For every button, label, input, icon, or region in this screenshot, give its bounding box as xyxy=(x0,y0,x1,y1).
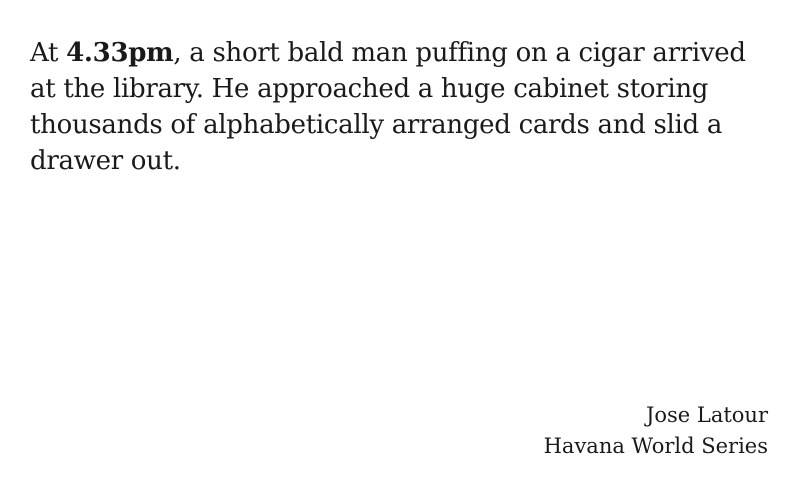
quote-time: 4.33pm xyxy=(66,38,174,68)
quote-prefix: At xyxy=(30,38,67,68)
author-name: Jose Latour xyxy=(645,403,768,427)
book-title: Havana World Series xyxy=(543,434,768,458)
attribution xyxy=(544,400,768,462)
quote-text xyxy=(30,35,770,179)
quote-body: , a short bald man puffing on a cigar arrived at the library. He approached a huge cabinet storing thousands of alphabetically arranged cards and slid a drawer out. xyxy=(30,38,746,176)
